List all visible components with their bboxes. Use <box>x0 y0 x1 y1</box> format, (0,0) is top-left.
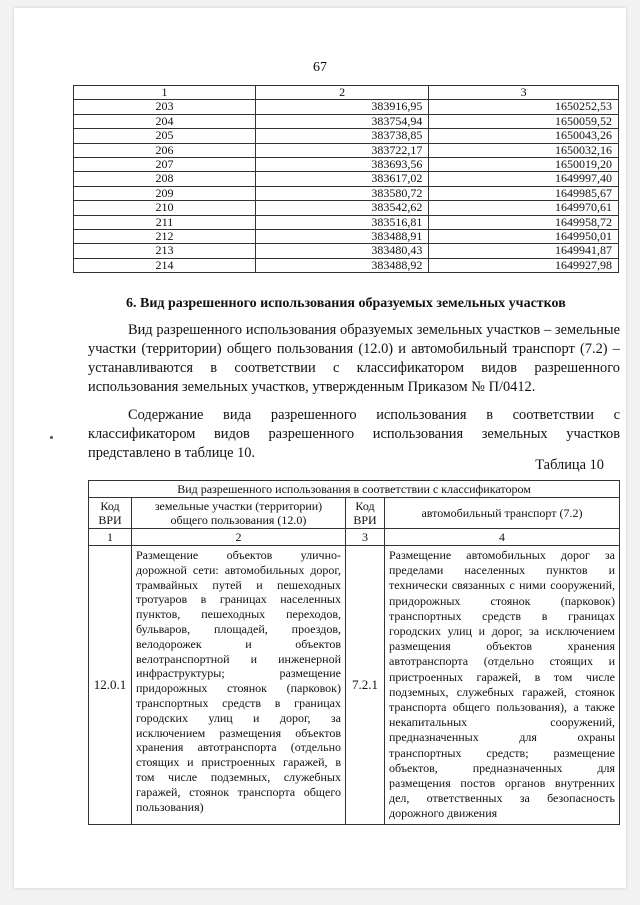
y-coordinate-cell: 1650043,26 <box>429 129 619 143</box>
y-coordinate-cell: 1650032,16 <box>429 143 619 157</box>
vri-number-cell: 2 <box>132 529 346 546</box>
coordinates-row <box>74 201 619 215</box>
coordinates-row <box>74 172 619 186</box>
x-coordinate-cell: 383580,72 <box>256 186 429 200</box>
vri-code-cell: 12.0.1 <box>89 546 132 825</box>
vri-description-cell: Размещение объектов улично-дорожной сети: автомобильных дорог, трамвайных путей и пешеходных тротуаров в границах населенных пунктов, пешеходных переходов, бульваров, площадей, проездов, велодорожек и объектов велотранспортной и инженерной инфраструктуры; размещение придорожных стоянок (парковок) транспортных средств в границах городских улиц и дорог, за исключением размещения объектов хранения автотранспорта (отдельно стоящих и пристроенных гаражей, в том числе подземных, служебных гаражей, стоянок транспорта общего пользования) <box>132 546 346 825</box>
vri-table <box>88 480 620 825</box>
vri-number-cell: 4 <box>385 529 620 546</box>
vri-code-cell: 7.2.1 <box>346 546 385 825</box>
point-number-cell: 203 <box>74 100 256 114</box>
x-coordinate-cell: 383516,81 <box>256 215 429 229</box>
point-number-cell: 210 <box>74 201 256 215</box>
paragraph: Содержание вида разрешенного использования в соответствии с классификатором видов разрешенного использования земельных участков представлено в таблице 10. <box>88 407 620 461</box>
coordinates-row <box>74 186 619 200</box>
coordinates-header-row <box>74 86 619 100</box>
document-page <box>14 8 626 888</box>
coordinates-header-cell: 1 <box>74 86 256 100</box>
y-coordinate-cell: 1649958,72 <box>429 215 619 229</box>
point-number-cell: 204 <box>74 114 256 128</box>
point-number-cell: 213 <box>74 244 256 258</box>
coordinates-row <box>74 244 619 258</box>
x-coordinate-cell: 383916,95 <box>256 100 429 114</box>
point-number-cell: 209 <box>74 186 256 200</box>
table-caption: Таблица 10 <box>535 457 604 473</box>
vri-code-header: Код ВРИ <box>346 498 385 529</box>
coordinates-row <box>74 158 619 172</box>
vri-code-header: Код ВРИ <box>89 498 132 529</box>
coordinates-header-cell: 3 <box>429 86 619 100</box>
y-coordinate-cell: 1650252,53 <box>429 100 619 114</box>
y-coordinate-cell: 1649927,98 <box>429 258 619 272</box>
vri-number-row <box>89 529 620 546</box>
scan-speck <box>50 436 53 439</box>
point-number-cell: 211 <box>74 215 256 229</box>
x-coordinate-cell: 383738,85 <box>256 129 429 143</box>
coordinates-row <box>74 215 619 229</box>
point-number-cell: 208 <box>74 172 256 186</box>
vri-number-cell: 3 <box>346 529 385 546</box>
x-coordinate-cell: 383488,92 <box>256 258 429 272</box>
vri-content-row <box>89 546 620 825</box>
y-coordinate-cell: 1649970,61 <box>429 201 619 215</box>
y-coordinate-cell: 1649985,67 <box>429 186 619 200</box>
coordinates-row <box>74 100 619 114</box>
x-coordinate-cell: 383693,56 <box>256 158 429 172</box>
vri-col4-header: автомобильный транспорт (7.2) <box>385 498 620 529</box>
y-coordinate-cell: 1650059,52 <box>429 114 619 128</box>
vri-col2-header: земельные участки (территории) общего пользования (12.0) <box>132 498 346 529</box>
vri-description-cell: Размещение автомобильных дорог за пределами населенных пунктов и технически связанных с ними сооружений, придорожных стоянок (парковок) транспортных средств в границах городских улиц и дорог, за исключением размещения объектов хранения автотранспорта (отдельно стоящих и пристроенных гаражей, в том числе подземных, служебных гаражей, стоянок транспорта общего пользования), а также некапитальных сооружений, предназначенных для охраны транспортных средств; размещение объектов, предназначенных для размещения постов органов внутренних дел, ответственных за безопасность дорожного движения <box>385 546 620 825</box>
page-number: 67 <box>313 60 327 75</box>
x-coordinate-cell: 383480,43 <box>256 244 429 258</box>
x-coordinate-cell: 383488,91 <box>256 230 429 244</box>
coordinates-row <box>74 114 619 128</box>
coordinates-row <box>74 258 619 272</box>
coordinates-row <box>74 143 619 157</box>
y-coordinate-cell: 1649941,87 <box>429 244 619 258</box>
coordinates-row <box>74 230 619 244</box>
x-coordinate-cell: 383617,02 <box>256 172 429 186</box>
vri-number-cell: 1 <box>89 529 132 546</box>
point-number-cell: 205 <box>74 129 256 143</box>
point-number-cell: 207 <box>74 158 256 172</box>
vri-top-header: Вид разрешенного использования в соответствии с классификатором <box>89 481 620 498</box>
y-coordinate-cell: 1649997,40 <box>429 172 619 186</box>
vri-top-header-row <box>89 481 620 498</box>
x-coordinate-cell: 383722,17 <box>256 143 429 157</box>
coordinates-row <box>74 129 619 143</box>
coordinates-header-cell: 2 <box>256 86 429 100</box>
x-coordinate-cell: 383754,94 <box>256 114 429 128</box>
point-number-cell: 206 <box>74 143 256 157</box>
section-heading: 6. Вид разрешенного использования образуемых земельных участков <box>126 296 566 311</box>
y-coordinate-cell: 1650019,20 <box>429 158 619 172</box>
vri-header-row <box>89 498 620 529</box>
y-coordinate-cell: 1649950,01 <box>429 230 619 244</box>
coordinates-table <box>73 85 619 273</box>
point-number-cell: 212 <box>74 230 256 244</box>
point-number-cell: 214 <box>74 258 256 272</box>
x-coordinate-cell: 383542,62 <box>256 201 429 215</box>
paragraph: Вид разрешенного использования образуемых земельных участков – земельные участки (территории) общего пользования (12.0) и автомобильный транспорт (7.2) – устанавливаются в соответствии с классификатором видов разрешенного использования земельных участков, утвержденным Приказом № П/0412. <box>88 322 620 395</box>
